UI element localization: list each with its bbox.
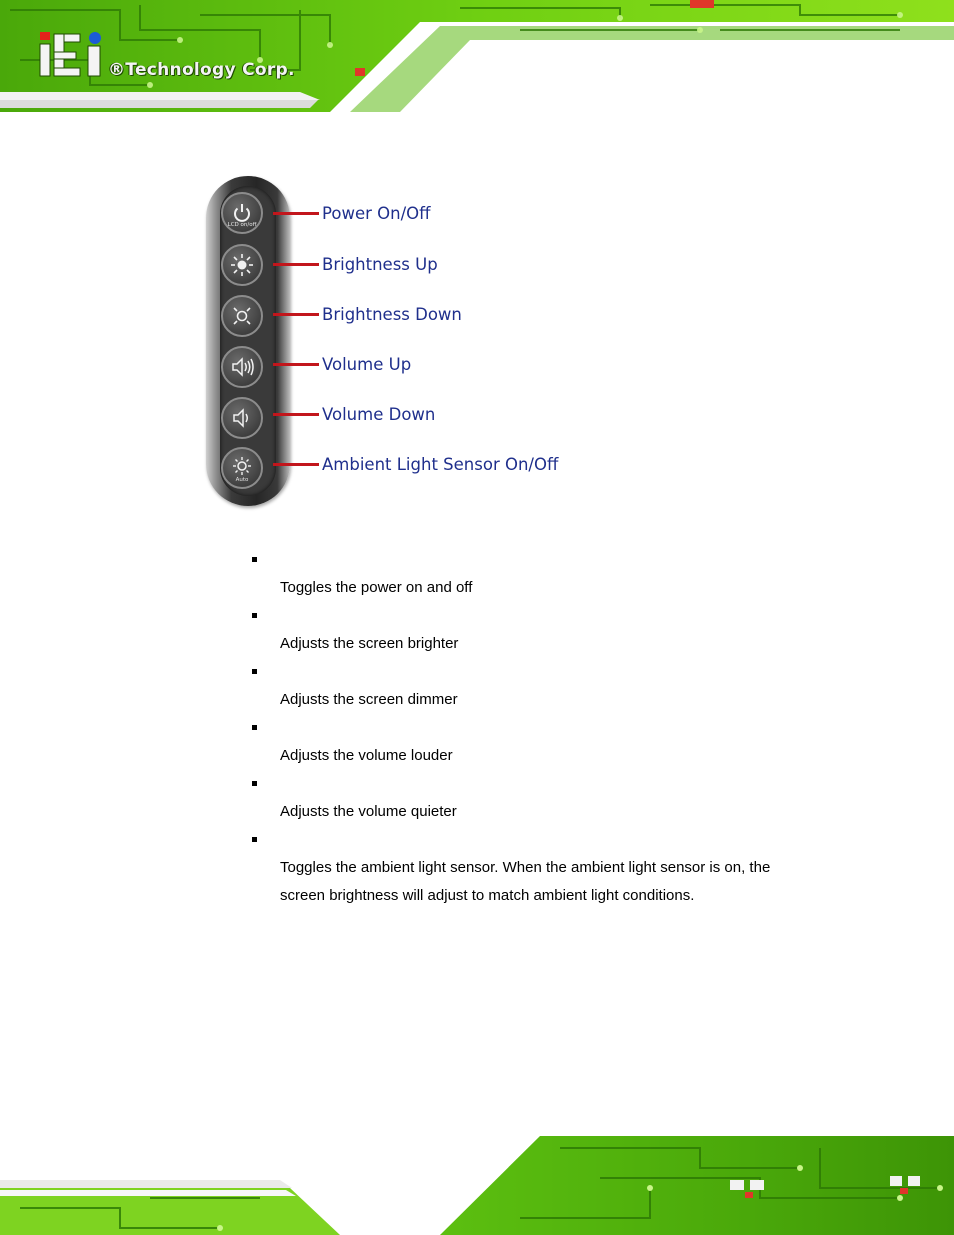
sun-dim-icon: [229, 303, 255, 329]
bullet-marker: [252, 669, 257, 674]
bullet-marker: [252, 613, 257, 618]
bullet-marker: [252, 725, 257, 730]
description-ambient-light-line-2: screen brightness will adjust to match ambient light conditions.: [280, 887, 695, 904]
ambient-light-sensor-button[interactable]: [221, 447, 263, 489]
callout-brightness-up: Brightness Up: [322, 255, 438, 274]
leader-line: [273, 363, 319, 366]
iei-logo-mark: [38, 30, 108, 80]
leader-line: [273, 413, 319, 416]
description-volume-up: Adjusts the volume louder: [280, 747, 453, 764]
description-brightness-down: Adjusts the screen dimmer: [280, 691, 458, 708]
speaker-quiet-icon: [229, 405, 255, 431]
brightness-down-button[interactable]: [221, 295, 263, 337]
power-button[interactable]: [221, 192, 263, 234]
brightness-up-button[interactable]: [221, 244, 263, 286]
description-ambient-light-line-1: Toggles the ambient light sensor. When the ambient light sensor is on, the: [280, 859, 771, 876]
callout-volume-down: Volume Down: [322, 405, 436, 424]
sun-bright-icon: [229, 252, 255, 278]
volume-down-button[interactable]: [221, 397, 263, 439]
description-volume-down: Adjusts the volume quieter: [280, 803, 457, 820]
header-banner: [0, 0, 954, 112]
leader-line: [273, 263, 319, 266]
callout-brightness-down: Brightness Down: [322, 305, 462, 324]
bullet-marker: [252, 557, 257, 562]
callout-volume-up: Volume Up: [322, 355, 412, 374]
description-brightness-up: Adjusts the screen brighter: [280, 635, 459, 652]
bullet-marker: [252, 837, 257, 842]
description-power: Toggles the power on and off: [280, 579, 473, 596]
leader-line: [273, 313, 319, 316]
control-panel-figure: [200, 170, 560, 515]
leader-line: [273, 212, 319, 215]
bullet-marker: [252, 781, 257, 786]
speaker-loud-icon: [229, 354, 255, 380]
circuit-board-footer-art: [0, 1128, 954, 1235]
callout-ambient-light-sensor: Ambient Light Sensor On/Off: [322, 455, 559, 474]
power-button-sublabel: LCD on/off: [227, 222, 257, 228]
footer-banner: [0, 1128, 954, 1235]
volume-up-button[interactable]: [221, 346, 263, 388]
callout-power: Power On/Off: [322, 204, 431, 223]
circuit-board-banner-art: [0, 0, 954, 112]
company-name: ®Technology Corp.: [108, 60, 295, 80]
auto-sublabel: Auto: [235, 477, 249, 483]
leader-line: [273, 463, 319, 466]
